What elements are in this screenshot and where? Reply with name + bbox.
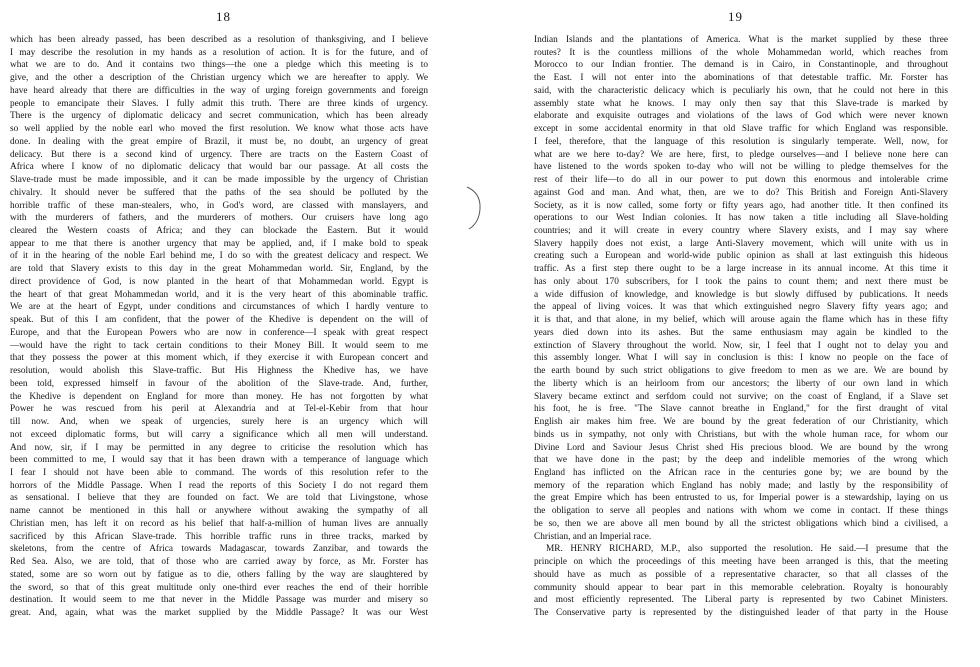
text-line: appear to me that there is another urgency that may be applied, and, if I make bold to speak bbox=[10, 238, 428, 249]
text-line: what we are to do. And it contains two things—the one a pledge which this meeting is to bbox=[10, 60, 428, 71]
text-line: done. In dealing with the great empire of Brazil, it must be, no doubt, an urgency of great bbox=[10, 136, 428, 147]
text-line: with the murderers of fathers, and the murderers of mothers. Our cruisers have long ago bbox=[10, 213, 428, 224]
text-line: Society, as it is now called, some forty or fifty years ago, had another title. It then confined its bbox=[534, 200, 948, 211]
left-page-body bbox=[10, 34, 428, 620]
text-line: the sword, so that of this great multitude only one-third ever reaches the end of their horrible bbox=[10, 582, 428, 593]
text-line: speak. But of this I am confident, that the power of the Khedive is dependent on the will of bbox=[10, 315, 428, 326]
text-line: been told, expressed himself in favour of the abolition of the Slave-trade. And, further, bbox=[10, 378, 428, 389]
text-line: the liberty which is an heirloom from our ancestors; the liberty of our own land in which bbox=[534, 378, 948, 389]
text-line: I feel, therefore, that the language of this resolution is singularly temperate. Well, now, for bbox=[534, 136, 948, 147]
text-line: Divine Lord and Saviour Jesus Christ shed His precious blood. We are bound by the wrong bbox=[534, 442, 948, 453]
text-line: it is that, and that alone, in my belief, which will arouse again the flame which has in these fifty bbox=[534, 315, 948, 326]
text-line: horrible traffic of these man-stealers, who, in God's word, are classed with manslayers, and bbox=[10, 200, 428, 211]
text-line: has only about 170 subscribers, for I took the pains to count them; and next there must be bbox=[534, 276, 948, 287]
text-line: binds us in sympathy, not only with Christians, but with the whole human race, for whom our bbox=[534, 429, 948, 440]
text-line: be so, then we are above all men bound by all the strictest obligations which bind a civilised, a bbox=[534, 518, 948, 529]
text-line: this assembly longer. What I will say in conclusion is this: I know no people on the face of bbox=[534, 353, 948, 364]
text-line: countries; and it will create in every country where Slavery exists, and I may say where bbox=[534, 226, 948, 237]
text-line: as sensational. I believe that they are founded on fact. We are told that Livingstone, whose bbox=[10, 493, 428, 504]
page-number-right: 19 bbox=[728, 9, 743, 24]
text-line: the East. I will not enter into the abominations of that detestable traffic. Mr. Forster has bbox=[534, 73, 948, 84]
text-line: direct providence of God, is now planted in the heart of that Mohammedan world. Egypt is bbox=[10, 276, 428, 287]
text-line: principle on which the proceedings of this meeting have been arranged is this, that the meeting bbox=[534, 557, 948, 568]
text-line: the earth bound by such strict obligations to give freedom to men as we are. We are bound by bbox=[534, 366, 948, 377]
text-line: memory of the reparation which England has nobly made; and lastly by the responsibility of bbox=[534, 480, 948, 491]
text-line: that they possess the power at this moment which, if they exercise it with European concert and bbox=[10, 353, 428, 364]
text-line: Christian men, has left it on record as his belief that half-a-million of human lives are annually bbox=[10, 518, 428, 529]
text-line: the heart of that great Mohammedan world, and it is the very heart of this abominable traffic. bbox=[10, 289, 428, 300]
text-line: Slave-trade must be made impossible, and it can be made impossible by the urgency of Christian bbox=[10, 175, 428, 186]
text-line: people to emancipate their Slaves. I fully admit this truth. There are three kinds of urgency. bbox=[10, 98, 428, 109]
text-line: Slavery happily does not exist, a large Anti-Slavery movement, which will unite with us in bbox=[534, 238, 948, 249]
text-line: I fear I should not have been able to command. The words of this resolution refer to the bbox=[10, 467, 428, 478]
text-line: great. And, again, what was the market supplied by the Middle Passage? It was our West bbox=[10, 608, 428, 619]
text-line: the obligation to serve all peoples and nations with whom we come in contact. If these things bbox=[534, 506, 948, 517]
text-line: Power he was rescued from his peril at Alexandria and at Tel-el-Kebir from that hour bbox=[10, 404, 428, 415]
text-line: I may describe the resolution in my hands as a resolution of action. It is for the future, and of bbox=[10, 47, 428, 58]
text-line: routes? It is the countless millions of the whole Mohammedan world, which reaches from bbox=[534, 47, 948, 58]
text-line: his foot, he is free. "The Slave cannot breathe in England," for the first draught of vital bbox=[534, 404, 948, 415]
text-line: name cannot be mentioned in this hall or anywhere without awaking the sympathy of all bbox=[10, 506, 428, 517]
margin-pencil-mark bbox=[465, 185, 483, 231]
text-line: extinction of Slavery throughout the world. Now, sir, I feel that I ought not to delay you and bbox=[534, 340, 948, 351]
text-line: Africa where I know of no diplomatic delicacy that would bar our passage. At all costs the bbox=[10, 162, 428, 173]
text-line: sacrificed by this African Slave-trade. This horrible traffic runs in three tracks, marked by bbox=[10, 531, 428, 542]
text-line: and most efficiently represented. The Liberal party is represented by two Cabinet Ministers. bbox=[534, 595, 948, 606]
text-line: so well applied by the noble earl who moved the first resolution. We know what those acts have bbox=[10, 124, 428, 135]
text-line: not exceed diplomatic forms, but will carry a significance which all men will understand. bbox=[10, 429, 428, 440]
text-line: the Khedive is dependent on England for more than money. He has not forgotten by what bbox=[10, 391, 428, 402]
text-line: Morocco to our Indian frontier. The demand is in Cairo, in Constantinople, and throughout bbox=[534, 60, 948, 71]
text-line: operations to our West Indian colonies. It has now taken a title including all Slave-holding bbox=[534, 213, 948, 224]
text-line: should have as much as possible of a representative character, so that all classes of the bbox=[534, 569, 948, 580]
text-line: assembly state what he knows. I may only then say that this Slave-trade is marked by bbox=[534, 98, 948, 109]
text-line: resolution, would abolish this Slave-traffic. But His Highness the Khedive has, we have bbox=[10, 366, 428, 377]
text-line: England has inflicted on the African race in the centuries gone by; we are bound by the bbox=[534, 467, 948, 478]
text-line: that we have done in the past; by the deep and indelible memories of the wrong which bbox=[534, 455, 948, 466]
text-line: are told that Slavery exists to this day in the great Mohammedan world. Sir, England, by the bbox=[10, 264, 428, 275]
page-number-left: 18 bbox=[216, 9, 231, 24]
text-line: English air makes him free. We are bound by the great federation of our Christianity, which bbox=[534, 417, 948, 428]
text-line: years died down into its ashes. But the same enthusiasm may again be kindled to the bbox=[534, 327, 948, 338]
text-line: And now, sir, if I may be permitted in any degree to criticise the resolution which has bbox=[10, 442, 428, 453]
text-line: delicacy. But there is a second kind of urgency. There are tracts on the Eastern Coast of bbox=[10, 149, 428, 160]
right-page-body bbox=[534, 34, 948, 620]
text-line: We are at the heart of Egypt, under conditions and circumstances of which I hardly venture to bbox=[10, 302, 428, 313]
text-line: community should appear to bear part in this memorable celebration. Royalty is honourably bbox=[534, 582, 948, 593]
text-line: destination. It would seem to me that never in the Middle Passage was murder and misery so bbox=[10, 595, 428, 606]
text-line: rest of their life—to do all in our power to put down this enormous and intolerable crime bbox=[534, 175, 948, 186]
text-line: of it in the hearing of the noble Earl behind me, I do so with the greatest delicacy and respect. We bbox=[10, 251, 428, 262]
text-line: till now. And, when we speak of urgencies, surely here is an urgency which will bbox=[10, 417, 428, 428]
text-line: what are we here to-day? We are here, first, to pledge ourselves—and I believe none here can bbox=[534, 149, 948, 160]
right-page bbox=[490, 0, 980, 667]
text-line: stated, some are so worn out by fatigue as to die, others falling by the way are slaughtered by bbox=[10, 569, 428, 580]
text-line: MR. HENRY RICHARD, M.P., also supported the resolution. He said.—I presume that the bbox=[546, 544, 948, 555]
text-line: elaborate and exquisite outrages and violations of the laws of God which were never known bbox=[534, 111, 948, 122]
text-line: The Conservative party is represented by the distinguished leader of that party in the House bbox=[534, 608, 948, 619]
text-line: creating such a European and world-wide public opinion as shall at last extinguish this hideous bbox=[534, 251, 948, 262]
text-line: Christian, and an Imperial race. bbox=[534, 531, 652, 542]
text-line: Slavery became extinct and serfdom could not survive; on the coast of England, if a Slave set bbox=[534, 391, 948, 402]
text-line: which has been already passed, has been described as a resolution of thanksgiving, and I believe bbox=[10, 35, 428, 45]
text-line: Europe, and that the European Powers who are now in conference—I speak with great respect bbox=[10, 327, 428, 338]
text-line: skeletons, from the centre of Africa towards Madagascar, towards Zanzibar, and towards the bbox=[10, 544, 428, 555]
text-line: the appeal of living voices. It was that which extinguished negro Slavery fifty years ago; and bbox=[534, 302, 948, 313]
text-line: a wide diffusion of knowledge, and knowledge is but slowly diffused by publications. It needs bbox=[534, 289, 948, 300]
text-line: except in some accidental enormity in that old Slave traffic for which England was responsible. bbox=[534, 124, 948, 135]
text-line: Red Sea. Also, we are told, that of those who are carried away by force, as Mr. Forster has bbox=[10, 557, 428, 568]
text-line: against God and man. And what, then, are we to do? This British and Foreign Anti-Slavery bbox=[534, 187, 948, 198]
text-line: There is the urgency of diplomatic delicacy and secret communication, which has been already bbox=[10, 111, 428, 122]
text-line: —would have the right to tack certain conditions to their Money Bill. It would seem to me bbox=[10, 340, 428, 351]
text-line: cleared the Western coasts of Africa; and they can blockade the Eastern. But it would bbox=[10, 226, 428, 237]
text-line: have listened to the words spoken to-day who will not be willing to pledge themselves for the bbox=[534, 162, 948, 173]
text-line: Indian Islands and the plantations of America. What is the market supplied by these three bbox=[534, 35, 948, 45]
text-line: the great Empire which has been entrusted to us, for Imperial power is a stewardship, laying on us bbox=[534, 493, 948, 504]
text-line: said, with the characteristic delicacy which is peculiarly his own, that he could not here in this bbox=[534, 85, 948, 96]
text-line: horrors of the Middle Passage. When I read the reports of this Society I do not regard them bbox=[10, 480, 428, 491]
text-line: traffic. As a first step there ought to be a large increase in its annual income. At this time it bbox=[534, 264, 948, 275]
text-line: been committed to me, I would say that it has been drawn with a temperance of language which bbox=[10, 455, 428, 466]
text-line: have heard already that there are difficulties in the way of urging foreign governments and foreign bbox=[10, 85, 428, 96]
text-line: give, and the other a description of the Christian urgency which we are hereafter to apply. We bbox=[10, 73, 428, 84]
text-line: chivalry. It should never be suffered that the paths of the sea should be polluted by the bbox=[10, 187, 428, 198]
